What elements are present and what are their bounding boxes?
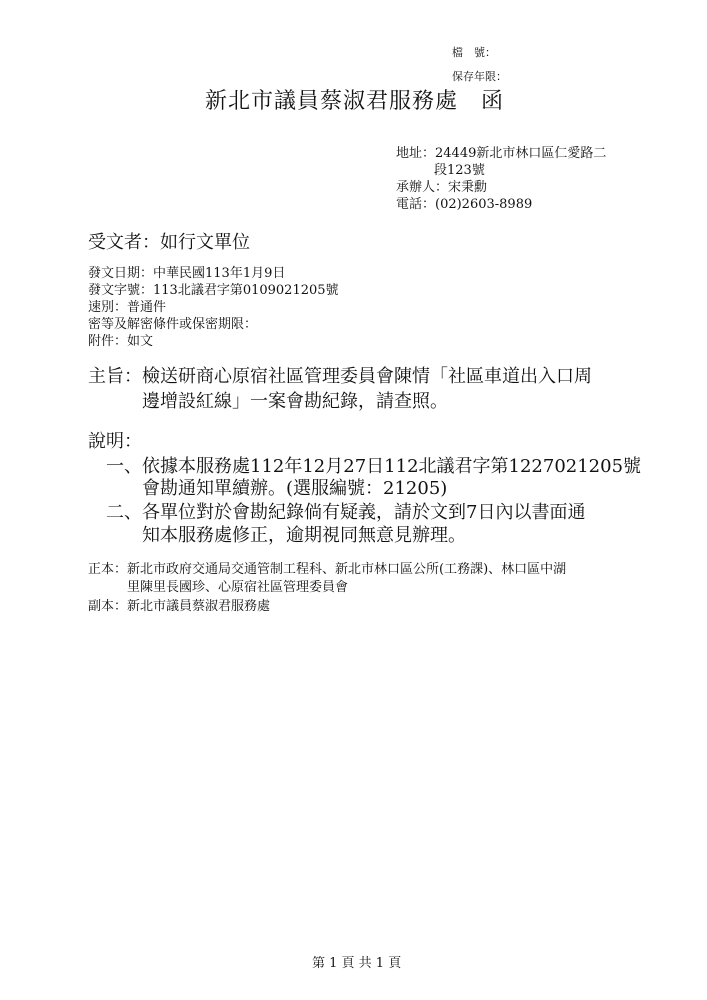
explanation-item1-line1: 一、依據本服務處112年12月27日112北議君字第1227021205號: [106, 456, 642, 477]
original-recipients-line1: 正本：新北市政府交通局交通管制工程科、新北市林口區公所(工務課)、林口區中湖: [88, 562, 567, 577]
subject-line2: 邊增設紅線」一案會勘紀錄，請查照。: [142, 391, 448, 412]
explanation-item1-line2: 會勘通知單續辦。(選服編號：21205): [142, 478, 448, 499]
explanation-label: 說明：: [88, 431, 142, 452]
issue-date: 發文日期：中華民國113年1月9日: [88, 266, 286, 281]
explanation-item2-line1: 二、各單位對於會勘紀錄倘有疑義，請於文到7日內以書面通: [106, 502, 586, 523]
attachment: 附件：如文: [88, 334, 154, 349]
explanation-item2-line2: 知本服務處修正，逾期視同無意見辦理。: [142, 525, 466, 546]
page-number: 第 1 頁 共 1 頁: [312, 956, 402, 971]
file-number-label: 檔 號：: [452, 46, 496, 59]
speed-class: 速別：普通件: [88, 300, 167, 315]
sender-address-line2: 段123號: [434, 163, 485, 178]
original-recipients-line2: 里陳里長國珍、心原宿社區管理委員會: [127, 580, 349, 595]
sender-address-line1: 地址：24449新北市林口區仁愛路二: [396, 146, 607, 161]
document-title: 新北市議員蔡淑君服務處 函: [205, 89, 505, 114]
sender-phone: 電話：(02)2603-8989: [396, 197, 533, 212]
subject-line1: 檢送研商心原宿社區管理委員會陳情「社區車道出入口周: [142, 366, 592, 387]
recipient: 受文者：如行文單位: [88, 232, 250, 253]
subject-label: 主旨：: [88, 366, 142, 387]
sender-contact: 承辦人：宋秉勳: [396, 180, 488, 195]
document-number: 發文字號：113北議君字第0109021205號: [88, 283, 339, 298]
secrecy-level: 密等及解密條件或保密期限：: [88, 317, 258, 332]
copy-recipients: 副本：新北市議員蔡淑君服務處: [88, 599, 271, 614]
retention-period-label: 保存年限：: [452, 70, 507, 83]
